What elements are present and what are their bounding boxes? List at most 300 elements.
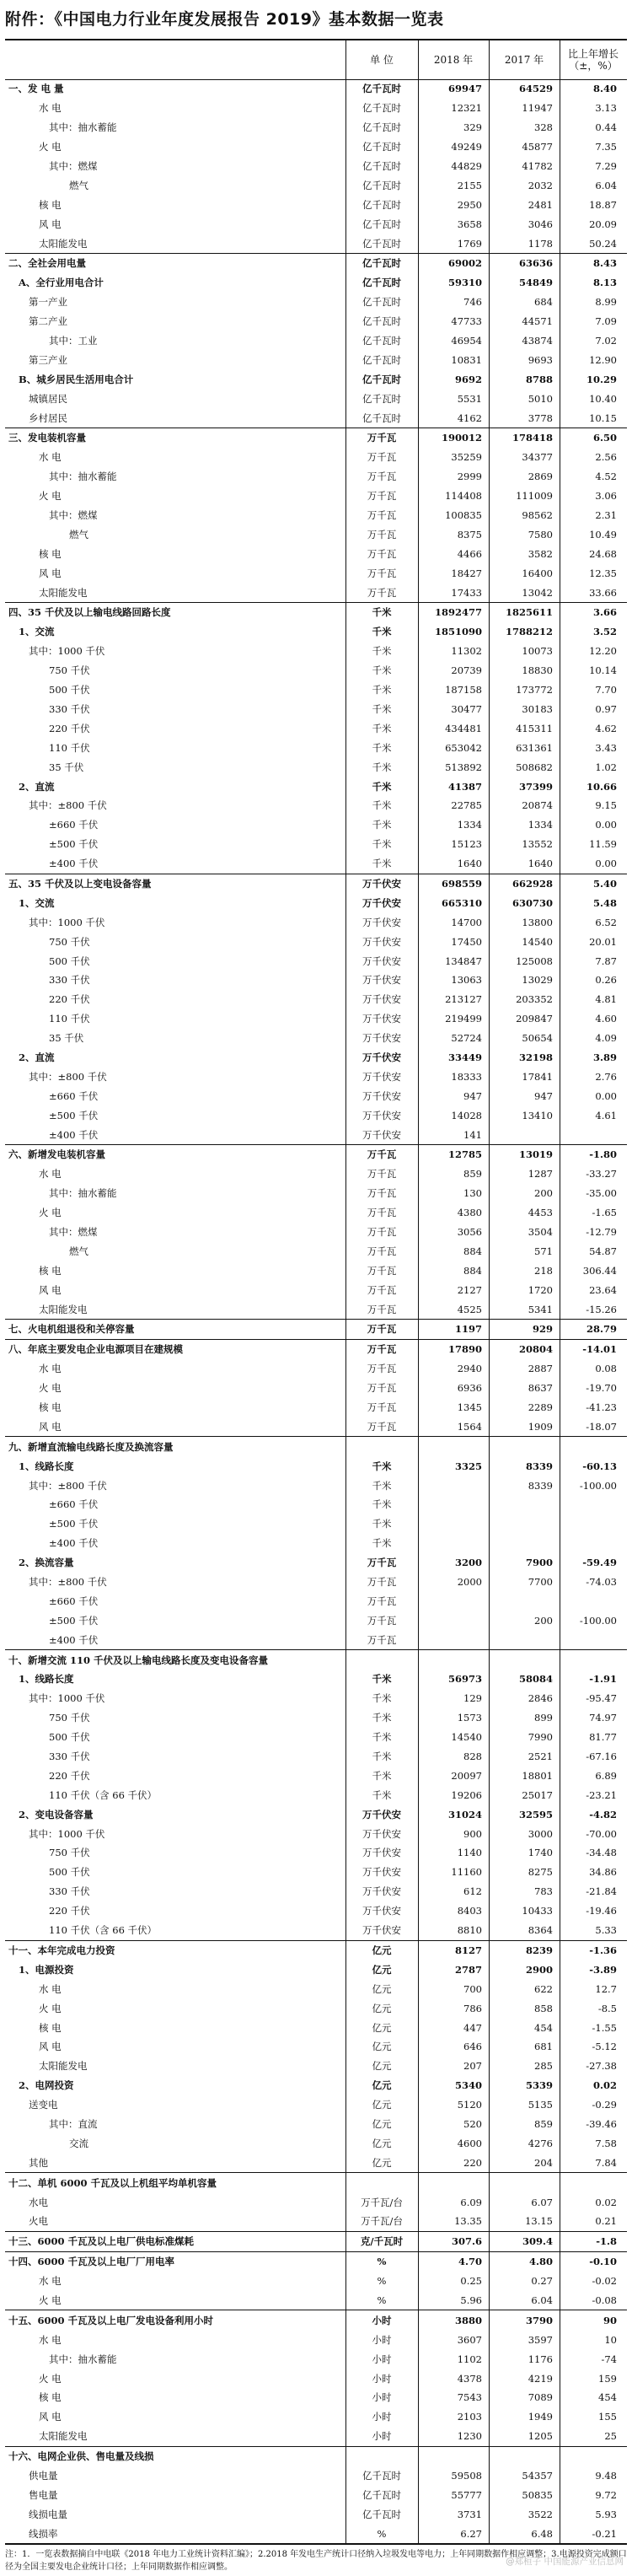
row-unit: 万千瓦 [367,1225,397,1238]
row-growth: -14.01 [582,1343,617,1356]
row-unit: 小时 [372,2411,392,2423]
row-growth: 306.44 [582,1264,617,1277]
row-label: 其中：直流 [49,2117,98,2130]
row-value-2017: 2846 [528,1692,553,1705]
row-value-2017: 2289 [528,1401,553,1413]
row-value-2017: 415311 [516,722,553,734]
row-label: ±400 千伏 [49,1537,99,1550]
row-value-2018: 2787 [454,1963,482,1976]
row-unit: 亿元 [372,2060,392,2073]
row-growth: 0.00 [595,819,617,831]
row-value-2018: 4378 [457,2372,482,2385]
row-growth: -59.49 [582,1557,617,1569]
table-row [5,524,627,544]
row-label: 火 电 [39,2294,62,2306]
row-value-2017: 8239 [525,1944,553,1956]
row-value-2018: 8127 [454,1944,482,1956]
row-value-2017: 1205 [528,2430,553,2443]
row-growth: 33.66 [589,586,617,599]
row-label: 其中：燃煤 [49,1225,98,1238]
table-row [5,951,627,971]
row-label: A、全行业用电合计 [19,277,104,289]
table-row [5,99,627,118]
row-value-2017: 125008 [516,955,553,967]
row-unit: 万千瓦 [367,1264,397,1277]
row-label: 1、线路长度 [19,1673,74,1686]
row-label: 三、发电装机容量 [8,432,86,444]
row-value-2017: 1788212 [505,626,553,638]
row-value-2018: 3880 [454,2314,482,2326]
row-label: 水 电 [39,2275,62,2288]
row-value-2018: 2155 [457,179,482,191]
row-value-2018: 8403 [457,1905,482,1917]
row-label: 500 千伏 [49,955,90,967]
table-row [5,563,627,583]
table-row [5,1144,627,1164]
table-row [5,2231,627,2251]
row-unit [345,2447,418,2466]
row-label: 七、火电机组退役和关停容量 [8,1323,135,1336]
row-value-2018: 3731 [457,2508,482,2520]
row-growth: -0.08 [592,2294,617,2306]
row-label: ±500 千伏 [49,1614,99,1627]
row-label: 水电 [29,2196,48,2208]
row-value-2018: 52724 [451,1032,482,1045]
row-value-2018: 2999 [457,471,482,483]
table-row [5,1125,627,1144]
row-growth: 6.89 [595,1769,617,1782]
row-value-2018: 1140 [457,1847,482,1859]
row-value-2018: 30477 [451,702,482,715]
table-row [5,2369,627,2388]
row-growth: -4.82 [589,1808,617,1820]
row-label: 火 电 [39,2002,62,2014]
row-value-2018: 17890 [447,1343,482,1356]
table-row [5,1514,627,1534]
row-label: 水 电 [39,451,62,464]
row-unit: 万千伏安 [362,1847,401,1859]
table-row [5,467,627,487]
row-value-2017: 622 [534,1982,553,1995]
row-label: 风 电 [39,1283,62,1296]
row-value-2017: 18801 [522,1769,553,1782]
row-label: ±500 千伏 [49,1109,99,1121]
row-unit: 万千瓦 [367,1343,397,1356]
row-value-2017: 1176 [528,2353,553,2365]
table-row [5,448,627,467]
row-value-2018: 4466 [457,547,482,560]
row-unit: 亿元 [372,2156,392,2169]
row-unit: 千米 [372,1518,392,1530]
table-row [5,2504,627,2524]
row-value-2018 [418,1476,489,1495]
row-growth: 4.60 [595,1013,617,1025]
row-value-2017: 5135 [528,2099,553,2111]
row-growth: 7.09 [595,315,617,328]
row-growth: -100.00 [579,1614,617,1627]
row-label: 太阳能发电 [39,2060,88,2073]
row-label: 风 电 [39,2411,62,2423]
row-value-2017: 2481 [528,198,553,211]
row-value-2017: 20874 [522,799,553,812]
row-value-2017: 929 [532,1323,553,1336]
table-row [5,331,627,351]
row-label: 售电量 [29,2488,58,2501]
row-value-2017 [489,1437,560,1456]
row-growth: 8.99 [595,296,617,309]
row-growth: -0.02 [592,2275,617,2288]
row-label: 太阳能发电 [39,2430,88,2443]
row-growth: 8.43 [592,257,617,270]
row-value-2017: 13019 [518,1148,553,1161]
row-value-2018: 15123 [451,838,482,851]
row-value-2017: 7990 [528,1731,553,1744]
row-unit: 亿元 [372,2137,392,2149]
table-row [5,506,627,525]
row-value-2018: 4525 [457,1303,482,1315]
row-value-2017: 8364 [528,1924,553,1937]
row-value-2017: 63636 [518,257,553,270]
row-unit: 小时 [372,2353,392,2365]
row-unit: 万千瓦 [367,1382,397,1395]
row-growth: -15.26 [586,1303,617,1315]
table-row [5,79,627,99]
row-value-2017: 20804 [518,1343,553,1356]
row-label: 110 千伏 [49,741,90,754]
row-growth: -0.21 [592,2527,617,2540]
table-row [5,1339,627,1359]
column-divider [418,40,419,2543]
row-growth [560,1534,627,1553]
table-row [5,1979,627,1998]
table-row [5,1067,627,1086]
table-row [5,583,627,602]
row-label: 火 电 [39,490,62,503]
row-unit: 万千伏安 [362,1866,401,1879]
table-row [5,661,627,680]
row-growth: -19.46 [586,1905,617,1917]
row-unit: 万千瓦 [367,1245,397,1257]
row-value-2017: 5339 [525,2079,553,2092]
row-growth: -1.91 [589,1673,617,1686]
row-unit: 万千瓦 [367,432,397,444]
table-row [5,1241,627,1261]
row-unit: 亿元 [372,2002,392,2014]
row-growth: 3.13 [595,102,617,115]
row-label: 330 千伏 [49,974,90,987]
table-row [5,1573,627,1592]
row-growth: 7.70 [595,684,617,696]
row-label: 其中：抽水蓄能 [49,2353,117,2365]
row-value-2018: 18427 [451,567,482,579]
table-row [5,253,627,273]
table-row [5,1960,627,1979]
row-label: 其中：燃煤 [49,509,98,522]
row-label: ±660 千伏 [49,1595,99,1607]
row-value-2017: 285 [534,2060,553,2073]
row-growth: -95.47 [586,1692,617,1705]
row-label: 750 千伏 [49,664,90,677]
row-label: 风 电 [39,2041,62,2053]
row-label: 风 电 [39,218,62,230]
row-label: 核 电 [39,1264,62,1277]
row-value-2018: 22785 [451,799,482,812]
table-row [5,796,627,815]
row-label: 750 千伏 [49,935,90,948]
row-label: 1、交流 [19,896,55,909]
row-value-2018: 13063 [451,974,482,987]
row-label: 十六、电网企业供、售电量及线损 [8,2450,154,2463]
row-value-2018 [418,1650,489,1670]
row-value-2017: 2869 [528,471,553,483]
row-value-2018: 17433 [451,586,482,599]
row-value-2017: 309.4 [522,2235,553,2248]
table-row [5,757,627,777]
table-row [5,1495,627,1514]
row-growth: 4.09 [595,1032,617,1045]
row-value-2018: 49249 [451,141,482,153]
row-value-2017: 13029 [522,974,553,987]
row-value-2018: 59508 [451,2469,482,2482]
row-unit: 亿千瓦时 [362,315,401,328]
row-unit: 千米 [372,741,392,754]
row-value-2018: 1334 [457,819,482,831]
row-unit: 万千瓦 [367,1363,397,1375]
row-value-2017: 13410 [522,1109,553,1121]
table-row [5,2172,627,2192]
row-value-2018: 307.6 [451,2235,482,2248]
table-row [5,2272,627,2291]
row-growth [560,1514,627,1534]
table-row [5,273,627,293]
table-row [5,2153,627,2172]
table-row [5,1280,627,1299]
row-value-2018: 8810 [457,1924,482,1937]
table-row [5,2057,627,2076]
table-row [5,1553,627,1573]
row-value-2018: 5120 [457,2099,482,2111]
row-label: 第一产业 [29,296,67,309]
table-row [5,1882,627,1901]
row-value-2018: 665310 [441,896,482,909]
row-unit: 亿千瓦时 [362,141,401,153]
table-row [5,1456,627,1476]
row-unit: 千米 [372,1460,392,1472]
row-growth: -34.48 [586,1847,617,1859]
row-growth: 6.52 [595,916,617,928]
row-unit: 千米 [372,838,392,851]
row-growth: -33.27 [586,1168,617,1180]
row-unit: 亿千瓦时 [362,102,401,115]
row-label: 220 千伏 [49,722,90,734]
row-value-2018: 434481 [445,722,482,734]
row-growth: 7.35 [595,141,617,153]
row-unit: 万千伏安 [362,1013,401,1025]
row-label: ±400 千伏 [49,1633,99,1646]
row-unit: 万千伏安 [362,1089,401,1102]
row-value-2018: 17450 [451,935,482,948]
table-row [5,312,627,331]
row-unit [345,1437,418,1456]
row-growth: 8.13 [592,277,617,289]
row-label: 110 千伏 [49,1013,90,1025]
table-row [5,815,627,835]
row-value-2017: 4276 [528,2137,553,2149]
row-value-2017: 13800 [522,916,553,928]
row-label: 其中：±800 千伏 [29,1070,107,1083]
table-row [5,350,627,369]
row-unit: 小时 [372,2372,392,2385]
row-value-2018: 11302 [451,645,482,658]
row-label: 城镇居民 [29,392,67,405]
row-unit: 亿千瓦时 [362,198,401,211]
table-row [5,2076,627,2095]
row-value-2017 [489,2447,560,2466]
row-value-2018: 114408 [445,490,482,503]
table-row [5,1223,627,1242]
row-value-2017: 18830 [522,664,553,677]
row-value-2018: 3607 [457,2333,482,2346]
row-value-2017: 32198 [518,1051,553,1063]
row-growth: 454 [598,2391,617,2404]
table-row [5,1359,627,1379]
table-header [5,40,627,80]
row-unit: 千米 [372,606,392,619]
row-value-2017: 1334 [528,819,553,831]
row-value-2018: 47733 [451,315,482,328]
row-value-2017: 45877 [522,141,553,153]
row-growth: -100.00 [579,1479,617,1492]
row-value-2018 [418,1611,489,1630]
row-label: 其中：抽水蓄能 [49,121,117,134]
table-row [5,738,627,757]
row-value-2017: 4.80 [528,2256,553,2268]
row-unit: 亿千瓦时 [362,411,401,424]
row-growth: -23.21 [586,1788,617,1801]
row-value-2017: 58084 [518,1673,553,1686]
row-label: 风 电 [39,1420,62,1433]
row-unit: 万千伏安 [362,916,401,928]
row-value-2018: 513892 [445,761,482,773]
row-label: ±400 千伏 [49,858,99,870]
row-label: 其中：±800 千伏 [29,799,107,812]
row-value-2017: 1949 [528,2411,553,2423]
row-value-2018: 6.09 [460,2196,482,2208]
table-row [5,408,627,428]
row-value-2017: 681 [534,2041,553,2053]
table-row [5,2115,627,2134]
row-label: 十四、6000 千瓦及以上电厂厂用电率 [8,2256,175,2268]
row-value-2017: 3046 [528,218,553,230]
row-value-2018: 329 [463,121,482,134]
row-growth: 12.90 [589,353,617,366]
row-label: 核 电 [39,2021,62,2034]
row-value-2017: 3582 [528,547,553,560]
row-label: 太阳能发电 [39,1303,88,1315]
row-value-2018: 14028 [451,1109,482,1121]
row-value-2017: 9693 [528,353,553,366]
row-value-2018: 69947 [447,83,482,95]
row-value-2017: 899 [534,1712,553,1724]
row-unit: 小时 [372,2430,392,2443]
row-unit: 万千瓦 [367,1303,397,1315]
row-value-2018: 20097 [451,1769,482,1782]
table-row [5,1261,627,1280]
table-row [5,2388,627,2407]
row-value-2018: 3200 [454,1557,482,1569]
row-value-2018: 19206 [451,1788,482,1801]
row-label: ±660 千伏 [49,819,99,831]
row-unit: 万千瓦 [367,1168,397,1180]
row-label: 500 千伏 [49,1866,90,1879]
row-value-2018: 18333 [451,1070,482,1083]
table-row [5,718,627,738]
row-growth: 10.15 [589,411,617,424]
row-value-2017: 783 [534,1885,553,1898]
row-value-2018: 41387 [447,780,482,793]
row-unit: 亿千瓦时 [362,373,401,385]
row-unit: 万千伏安 [362,1032,401,1045]
row-value-2018: 1640 [457,858,482,870]
row-label: 十二、单机 6000 千瓦及以上机组平均单机容量 [8,2176,217,2189]
row-label: 其中：1000 千伏 [29,1827,105,1840]
table-row [5,1029,627,1048]
row-growth: -70.00 [586,1827,617,1840]
row-value-2017: 8339 [528,1479,553,1492]
table-body [5,79,627,2543]
row-value-2017: 7580 [528,528,553,540]
table-row [5,2427,627,2446]
row-growth: 90 [603,2314,617,2326]
row-value-2017: 1740 [528,1847,553,1859]
row-label: B、城乡居民生活用电合计 [19,373,134,385]
row-value-2018 [418,1514,489,1534]
row-unit: 万千瓦 [367,1148,397,1161]
row-value-2018: 13.35 [454,2215,482,2228]
row-label: 330 千伏 [49,702,90,715]
table-row [5,369,627,389]
row-label: 其中：燃煤 [49,160,98,172]
table-row [5,1476,627,1495]
row-unit: 千米 [372,761,392,773]
row-growth: -1.36 [589,1944,617,1956]
row-growth [560,1495,627,1514]
row-unit: 万千瓦 [367,1557,397,1569]
row-label: 交流 [69,2137,88,2149]
row-value-2018: 213127 [445,993,482,1006]
row-unit: 亿千瓦时 [362,160,401,172]
row-unit: 千米 [372,1498,392,1511]
row-value-2018: 612 [463,1885,482,1898]
row-value-2018: 3325 [454,1460,482,1472]
row-unit: 万千瓦 [367,528,397,540]
row-label: 核 电 [39,2391,62,2404]
row-value-2017: 662928 [511,877,553,890]
table-row [5,2407,627,2427]
row-value-2017: 5010 [528,392,553,405]
row-growth: 0.21 [595,2215,617,2228]
row-value-2017: 7900 [525,1557,553,1569]
row-growth: -74 [601,2353,617,2365]
table-row [5,1319,627,1339]
row-unit: 万千伏安 [362,1128,401,1141]
row-value-2018: 6.27 [460,2527,482,2540]
row-growth: -0.29 [592,2099,617,2111]
row-growth: 4.81 [595,993,617,1006]
row-unit: 万千伏安 [362,1885,401,1898]
row-label: 1、电源投资 [19,1963,74,1976]
table-row [5,2037,627,2057]
